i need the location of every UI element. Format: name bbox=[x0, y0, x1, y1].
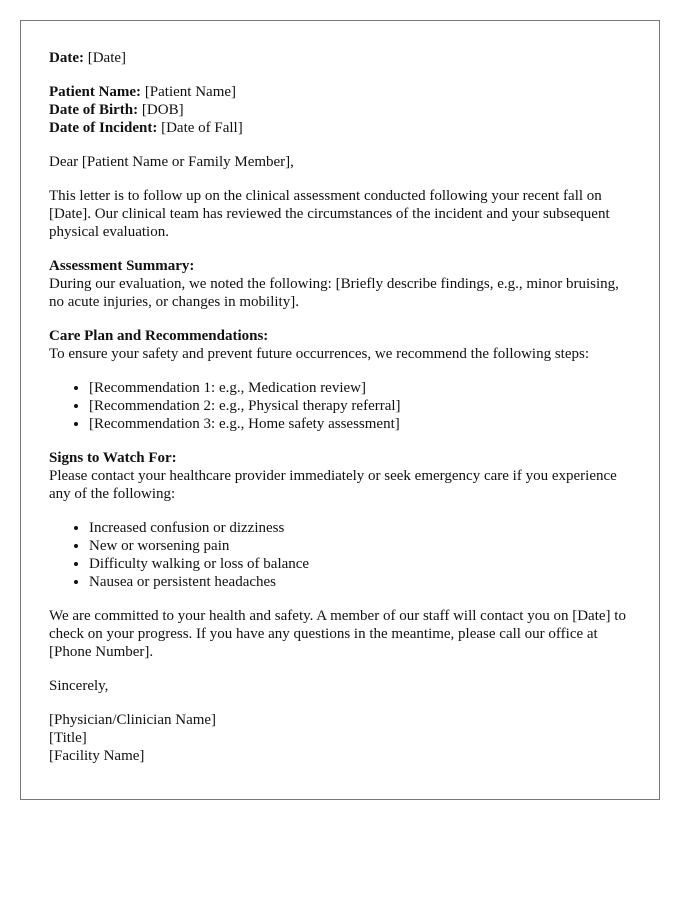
assessment-text: During our evaluation, we noted the following: [Briefly describe findings, e.g., minor bruising, no acute injuries, or changes in mobility]. bbox=[49, 276, 619, 310]
care-plan-title: Care Plan and Recommendations: bbox=[49, 328, 269, 344]
dob-line bbox=[49, 101, 631, 119]
list-item: • Increased confusion or dizziness bbox=[89, 519, 631, 537]
assessment-title: Assessment Summary: bbox=[49, 258, 195, 274]
signs-list bbox=[49, 519, 631, 591]
list-item: • [Recommendation 3: e.g., Home safety assessment] bbox=[89, 415, 631, 433]
incident-date-line bbox=[49, 119, 631, 137]
signature-title: [Title] bbox=[49, 730, 87, 746]
list-item: • [Recommendation 2: e.g., Physical therapy referral] bbox=[89, 397, 631, 415]
list-item: • [Recommendation 1: e.g., Medication review] bbox=[89, 379, 631, 397]
incident-date-label: Date of Incident: bbox=[49, 120, 158, 136]
date-block bbox=[49, 49, 631, 67]
patient-info-block bbox=[49, 83, 631, 137]
list-item: • Nausea or persistent headaches bbox=[89, 573, 631, 591]
patient-name-label: Patient Name: bbox=[49, 84, 142, 100]
list-item: • New or worsening pain bbox=[89, 537, 631, 555]
dob-label: Date of Birth: bbox=[49, 102, 139, 118]
care-plan-text: To ensure your safety and prevent future occurrences, we recommend the following steps: bbox=[49, 346, 590, 362]
list-item: • Difficulty walking or loss of balance bbox=[89, 555, 631, 573]
closing-paragraph: We are committed to your health and safety. A member of our staff will contact you on [Date] to check on your progress. If you have any questions in the meantime, please call our office at [Phone Number]. bbox=[49, 608, 626, 660]
signature-name: [Physician/Clinician Name] bbox=[49, 712, 217, 728]
care-plan-section bbox=[49, 327, 631, 433]
recommendations-list bbox=[49, 379, 631, 433]
intro-paragraph: This letter is to follow up on the clinical assessment conducted following your recent fall on [Date]. Our clinical team has reviewed the circumstances of the incident and your subsequent physical evaluation. bbox=[49, 188, 610, 240]
letter-page bbox=[20, 20, 660, 800]
signs-section bbox=[49, 449, 631, 591]
patient-name-value: [Patient Name] bbox=[144, 84, 237, 100]
assessment-section bbox=[49, 257, 631, 311]
signoff: Sincerely, bbox=[49, 678, 109, 694]
date-line bbox=[49, 49, 631, 67]
date-value: [Date] bbox=[87, 50, 127, 66]
signs-text: Please contact your healthcare provider immediately or seek emergency care if you experience any of the following: bbox=[49, 468, 617, 502]
signature-block bbox=[49, 711, 631, 765]
dob-value: [DOB] bbox=[141, 102, 184, 118]
date-label: Date: bbox=[49, 50, 84, 66]
patient-name-line bbox=[49, 83, 631, 101]
incident-date-value: [Date of Fall] bbox=[161, 120, 243, 136]
signature-facility: [Facility Name] bbox=[49, 748, 145, 764]
signs-title: Signs to Watch For: bbox=[49, 450, 177, 466]
salutation: Dear [Patient Name or Family Member], bbox=[49, 154, 294, 170]
